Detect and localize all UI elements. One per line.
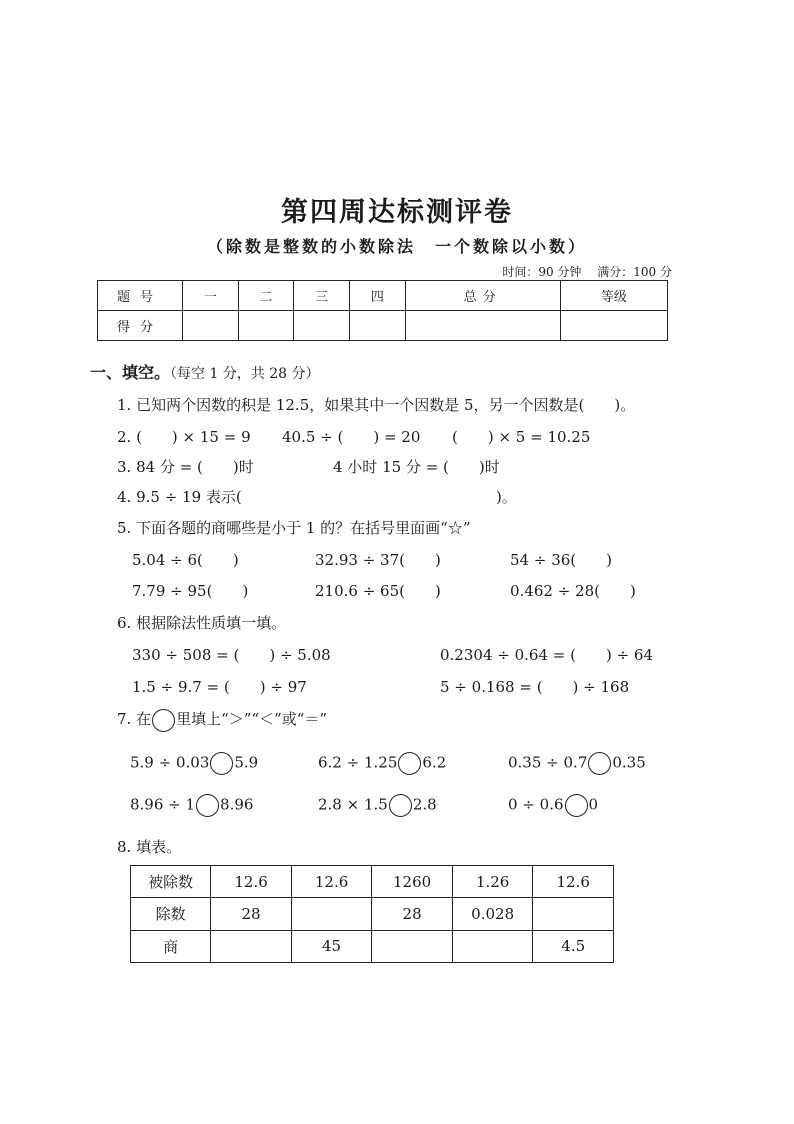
fill-row-dividend: [131, 866, 614, 898]
fill-cell-blank[interactable]: [291, 898, 372, 930]
score-cell: 四: [350, 281, 406, 311]
section-note: （每空 1 分，共 28 分）: [170, 366, 320, 382]
score-cell: 一: [183, 281, 239, 311]
q6-item: 0.2304 ÷ 0.64 = ( ) ÷ 64: [440, 646, 653, 664]
q7-item: [508, 794, 598, 817]
q7-item: [130, 794, 253, 817]
q5-item: 0.462 ÷ 28( ): [510, 582, 636, 600]
page-subtitle: （除数是整数的小数除法 一个数除以小数）: [206, 237, 587, 256]
q7-item: [318, 794, 437, 817]
question-8-stem: 8. 填表。: [117, 838, 182, 856]
fill-cell: 被除数: [131, 866, 211, 898]
q6-item: 5 ÷ 0.168 = ( ) ÷ 168: [440, 678, 630, 696]
score-cell: 得分: [98, 311, 183, 341]
score-cell: 总分: [405, 281, 560, 311]
section-title: 一、填空。: [90, 363, 171, 382]
fill-row-quotient: [131, 930, 614, 962]
q7-item: [130, 752, 258, 775]
compare-circle-input[interactable]: [389, 794, 412, 817]
fill-cell-blank[interactable]: [533, 898, 614, 930]
q5-item: 5.04 ÷ 6( ): [132, 551, 239, 569]
compare-circle-input[interactable]: [398, 752, 421, 775]
question-3a: 3. 84 分 = ( )时: [117, 458, 254, 476]
compare-circle-input[interactable]: [210, 752, 233, 775]
score-blank[interactable]: [294, 311, 350, 341]
score-table: [97, 280, 668, 341]
q7-item: [318, 752, 446, 775]
fill-cell-blank[interactable]: [372, 930, 453, 962]
score-blank[interactable]: [183, 311, 239, 341]
compare-circle-input[interactable]: [588, 752, 611, 775]
score-blank[interactable]: [560, 311, 667, 341]
fill-cell-blank[interactable]: [211, 930, 292, 962]
fill-cell: 1.26: [452, 866, 533, 898]
q7-right: 2.8: [412, 795, 437, 814]
q7-item: [508, 752, 646, 775]
fill-cell: 商: [131, 930, 211, 962]
score-table-header-row: [98, 281, 668, 311]
fill-cell: 0.028: [452, 898, 533, 930]
score-cell: 题号: [98, 281, 183, 311]
q7-left: 0 ÷ 0.6: [508, 795, 564, 814]
fill-cell: 4.5: [533, 930, 614, 962]
q7-stem-suffix: 里填上“＞”“＜”或“＝”: [176, 710, 328, 728]
time-limit: 时间：90 分钟: [502, 265, 582, 279]
q7-stem-prefix: 7. 在: [117, 710, 152, 728]
score-cell: 三: [294, 281, 350, 311]
full-score: 满分：100 分: [597, 265, 672, 279]
score-table-score-row: [98, 311, 668, 341]
fill-cell: 1260: [372, 866, 453, 898]
fill-cell: 12.6: [533, 866, 614, 898]
fill-table: [130, 865, 614, 963]
q7-right: 0: [588, 795, 599, 814]
question-3b: 4 小时 15 分 = ( )时: [333, 458, 500, 476]
page-title: 第四周达标测评卷: [281, 197, 513, 228]
q5-item: 54 ÷ 36( ): [510, 551, 612, 569]
score-blank[interactable]: [238, 311, 294, 341]
fill-cell: 12.6: [211, 866, 292, 898]
compare-circle-input[interactable]: [565, 794, 588, 817]
compare-circle-input[interactable]: [196, 794, 219, 817]
fill-cell-blank[interactable]: [452, 930, 533, 962]
q6-item: 1.5 ÷ 9.7 = ( ) ÷ 97: [132, 678, 307, 696]
fill-cell: 28: [372, 898, 453, 930]
score-blank[interactable]: [405, 311, 560, 341]
q7-right: 5.9: [234, 753, 259, 772]
q7-left: 0.35 ÷ 0.7: [508, 753, 588, 772]
question-2c: ( ) × 5 = 10.25: [452, 428, 591, 446]
fill-row-divisor: [131, 898, 614, 930]
fill-cell: 除数: [131, 898, 211, 930]
q5-item: 32.93 ÷ 37( ): [315, 551, 441, 569]
fill-cell: 12.6: [291, 866, 372, 898]
score-blank[interactable]: [350, 311, 406, 341]
question-2a: 2. ( ) × 15 = 9: [117, 428, 251, 446]
q7-left: 2.8 × 1.5: [318, 795, 388, 814]
q7-right: 0.35: [612, 753, 646, 772]
q7-left: 6.2 ÷ 1.25: [318, 753, 398, 772]
question-1: 1. 已知两个因数的积是 12.5，如果其中一个因数是 5，另一个因数是( )。: [117, 396, 636, 414]
q5-item: 210.6 ÷ 65( ): [315, 582, 441, 600]
fill-cell: 28: [211, 898, 292, 930]
q5-item: 7.79 ÷ 95( ): [132, 582, 249, 600]
q7-right: 6.2: [422, 753, 447, 772]
q7-left: 8.96 ÷ 1: [130, 795, 196, 814]
fill-cell: 45: [291, 930, 372, 962]
q7-left: 5.9 ÷ 0.03: [130, 753, 210, 772]
question-7-stem: [117, 708, 327, 732]
compare-circle-icon: [152, 709, 175, 732]
q6-item: 330 ÷ 508 = ( ) ÷ 5.08: [132, 646, 331, 664]
q7-right: 8.96: [220, 795, 254, 814]
exam-meta: [502, 263, 672, 280]
score-cell: 等级: [560, 281, 667, 311]
question-6-stem: 6. 根据除法性质填一填。: [117, 614, 287, 632]
section-heading: [90, 360, 320, 383]
question-4b: )。: [496, 488, 517, 506]
question-5-stem: 5. 下面各题的商哪些是小于 1 的？在括号里面画“☆”: [117, 519, 471, 537]
score-cell: 二: [238, 281, 294, 311]
question-2b: 40.5 ÷ ( ) = 20: [282, 428, 421, 446]
question-4a: 4. 9.5 ÷ 19 表示(: [117, 488, 242, 506]
